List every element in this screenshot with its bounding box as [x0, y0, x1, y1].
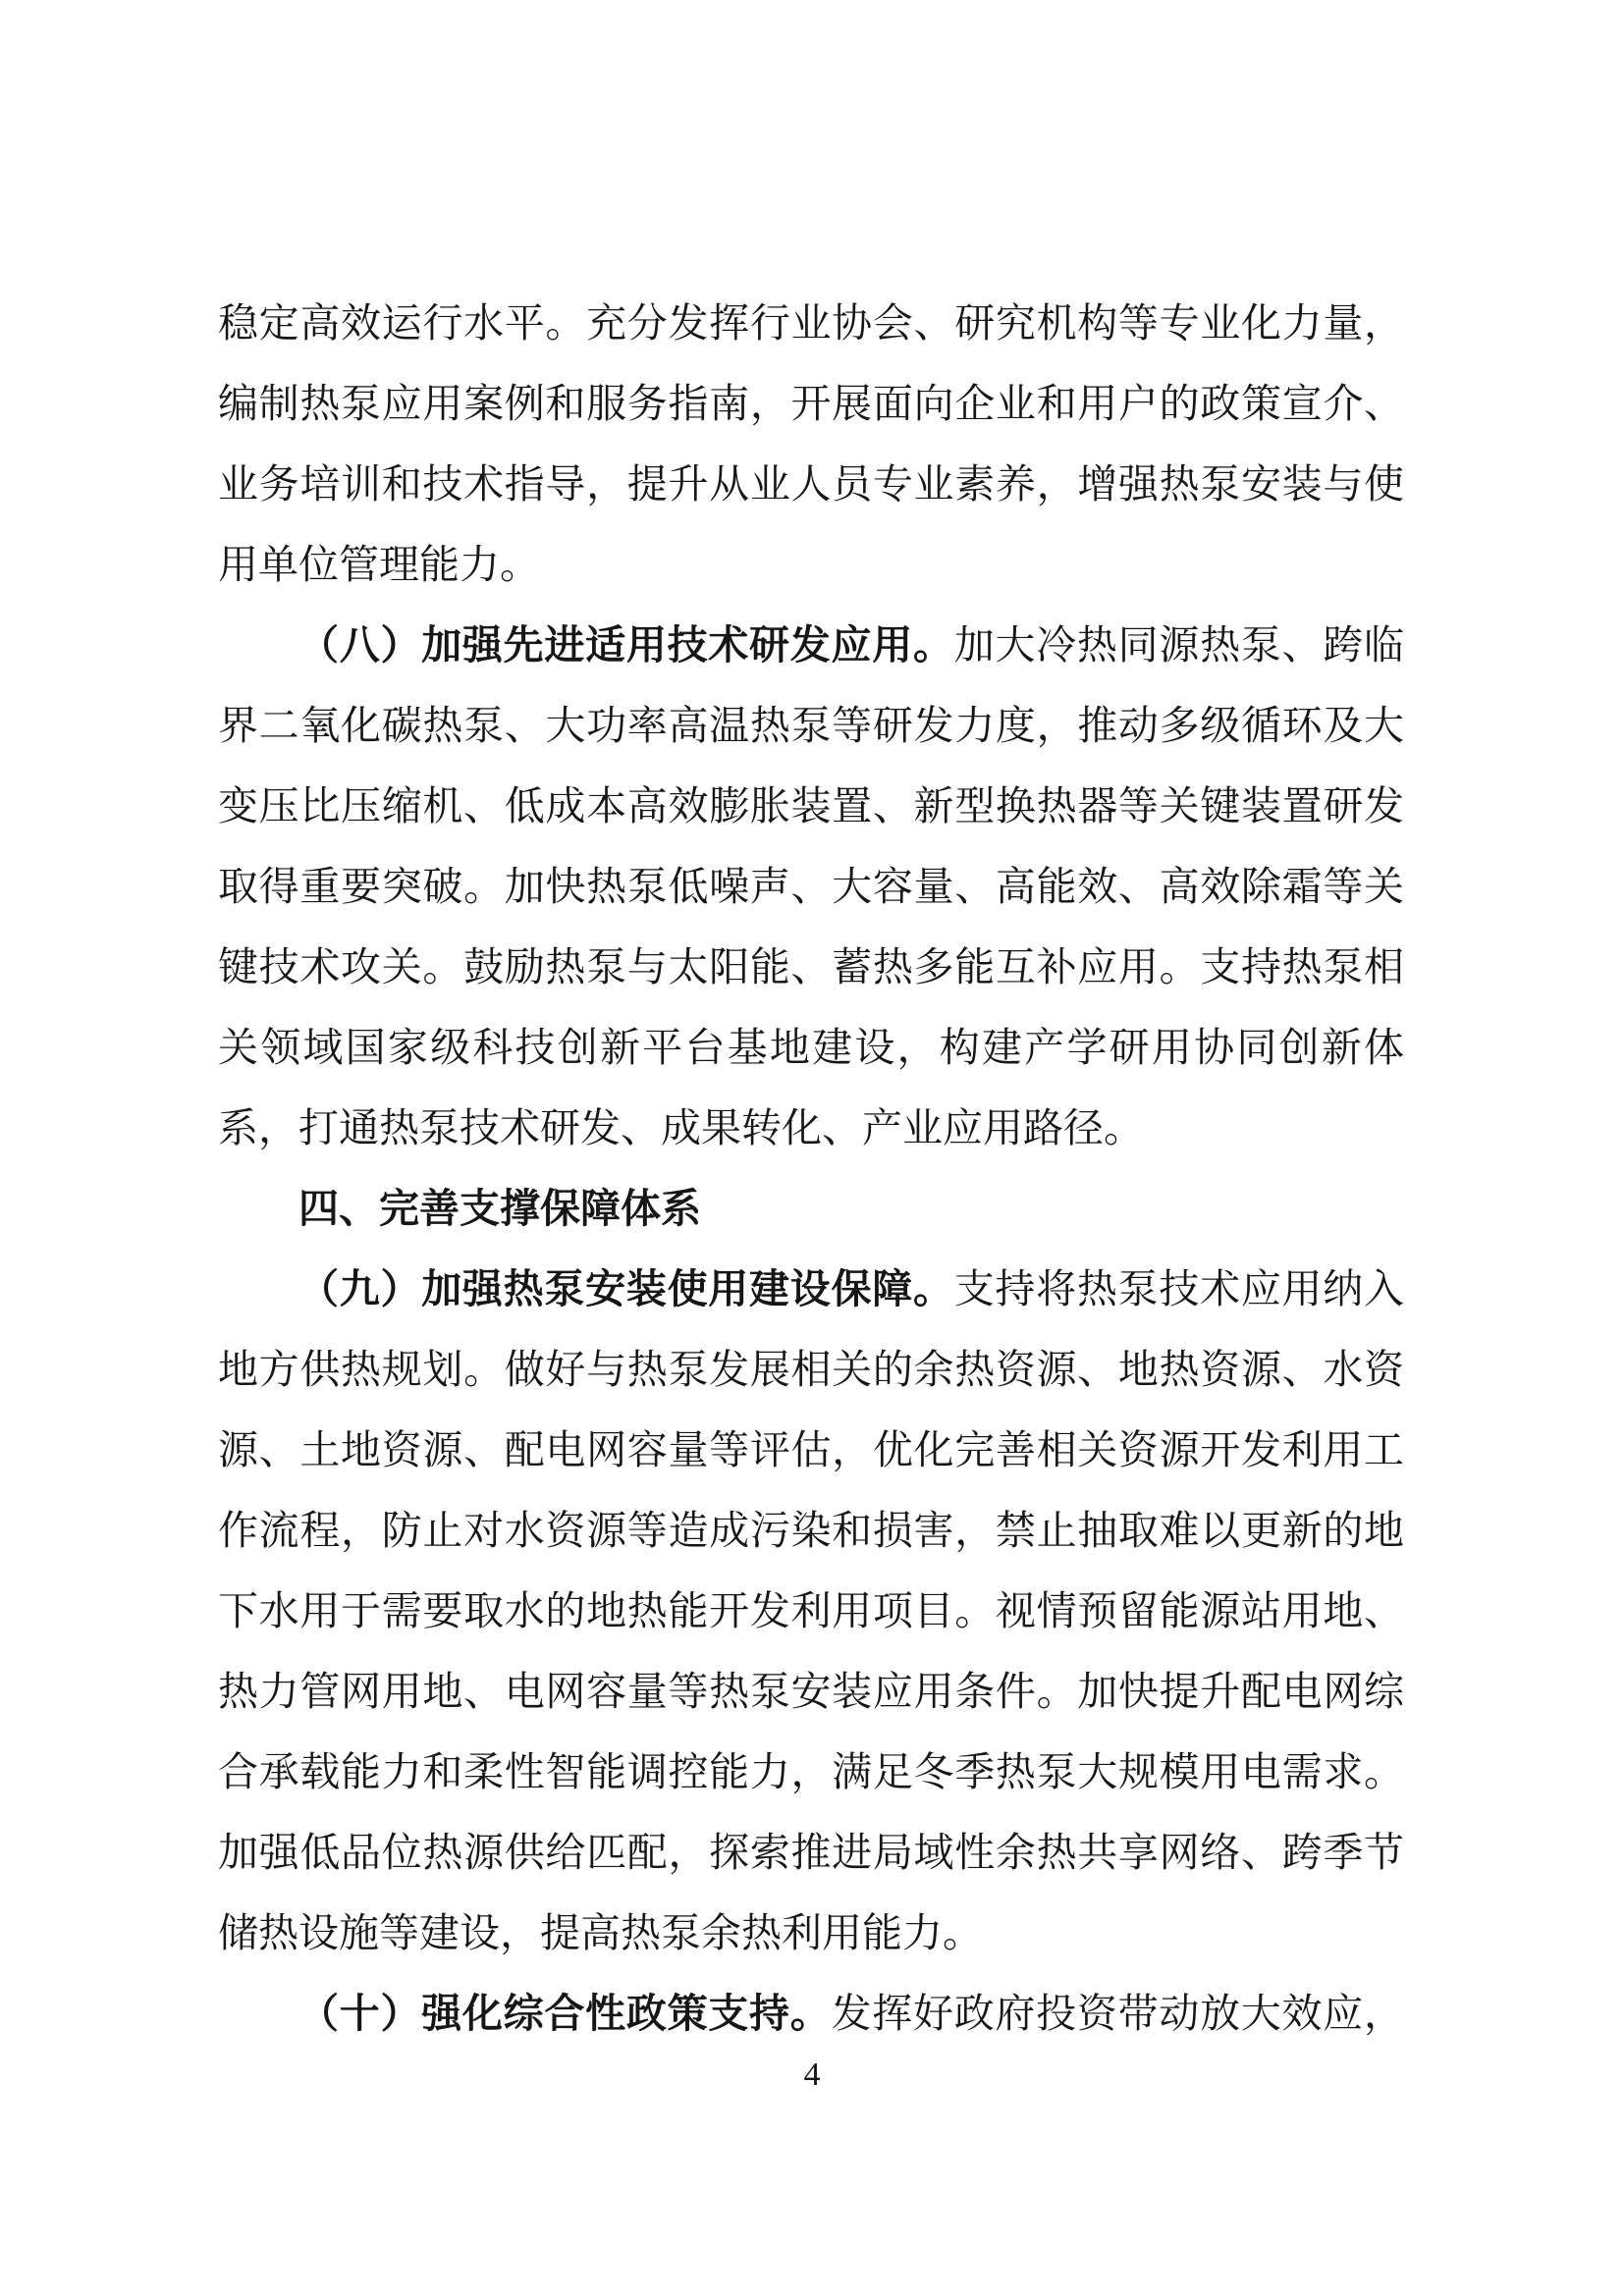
- line-text: 下水用于需要取水的地热能开发利用项目。视情预留能源站用地、: [218, 1588, 1404, 1633]
- text-line: [218, 605, 1404, 685]
- text-line: [218, 444, 1404, 524]
- line-text: 稳定高效运行水平。充分发挥行业协会、研究机构等专业化力量，: [218, 300, 1404, 346]
- text-line: [218, 685, 1404, 766]
- text-line: [218, 1490, 1404, 1571]
- line-text: 取得重要突破。加快热泵低噪声、大容量、高能效、高效除霜等关: [218, 864, 1404, 909]
- text-line: [218, 1812, 1404, 1893]
- paragraph-lead: （九）加强热泵安装使用建设保障。: [298, 1266, 954, 1311]
- line-text: 加强低品位热源供给匹配，探索推进局域性余热共享网络、跨季节: [218, 1830, 1404, 1875]
- page-number-text: 4: [803, 2056, 821, 2093]
- line-text: 发挥好政府投资带动放大效应，: [831, 1991, 1404, 2036]
- text-line: [218, 766, 1404, 846]
- line-text: 关领域国家级科技创新平台基地建设，构建产学研用协同创新体: [218, 1025, 1404, 1070]
- text-line: [218, 524, 1404, 605]
- text-line: [218, 1329, 1404, 1410]
- line-text: 加大冷热同源热泵、跨临: [953, 622, 1405, 667]
- line-text: 业务培训和技术指导，提升从业人员专业素养，增强热泵安装与使: [218, 461, 1404, 507]
- section-heading: [218, 1168, 1404, 1249]
- line-text: 界二氧化碳热泵、大功率高温热泵等研发力度，推动多级循环及大: [218, 703, 1404, 748]
- page-number: [0, 2056, 1624, 2095]
- text-line: [218, 1893, 1404, 1973]
- section-heading-text: 四、完善支撑保障体系: [298, 1186, 701, 1231]
- line-text: 合承载能力和柔性智能调控能力，满足冬季热泵大规模用电需求。: [218, 1749, 1404, 1794]
- line-text: 用单位管理能力。: [218, 542, 540, 587]
- text-line: [218, 846, 1404, 927]
- line-text: 变压比压缩机、低成本高效膨胀装置、新型换热器等关键装置研发: [218, 783, 1404, 828]
- text-line: [218, 1973, 1404, 2054]
- text-line: [218, 1088, 1404, 1168]
- line-text: 键技术攻关。鼓励热泵与太阳能、蓄热多能互补应用。支持热泵相: [218, 944, 1404, 989]
- text-line: [218, 1007, 1404, 1088]
- line-text: 热力管网用地、电网容量等热泵安装应用条件。加快提升配电网综: [218, 1669, 1404, 1714]
- text-line: [218, 1732, 1404, 1812]
- line-text: 源、土地资源、配电网容量等评估，优化完善相关资源开发利用工: [218, 1427, 1404, 1472]
- text-line: [218, 283, 1404, 363]
- paragraph-lead: （十）强化综合性政策支持。: [298, 1991, 832, 2036]
- paragraph-lead: （八）加强先进适用技术研发应用。: [298, 622, 954, 667]
- line-text: 支持将热泵技术应用纳入: [953, 1266, 1405, 1311]
- text-line: [218, 363, 1404, 444]
- line-text: 系，打通热泵技术研发、成果转化、产业应用路径。: [218, 1105, 1144, 1150]
- line-text: 储热设施等建设，提高热泵余热利用能力。: [218, 1910, 983, 1955]
- text-line: [218, 1651, 1404, 1732]
- text-line: [218, 1410, 1404, 1490]
- text-line: [218, 927, 1404, 1007]
- text-line: [218, 1571, 1404, 1651]
- line-text: 地方供热规划。做好与热泵发展相关的余热资源、地热资源、水资: [218, 1347, 1404, 1392]
- text-line: [218, 1249, 1404, 1329]
- line-text: 编制热泵应用案例和服务指南，开展面向企业和用户的政策宣介、: [218, 381, 1404, 426]
- line-text: 作流程，防止对水资源等造成污染和损害，禁止抽取难以更新的地: [218, 1508, 1404, 1553]
